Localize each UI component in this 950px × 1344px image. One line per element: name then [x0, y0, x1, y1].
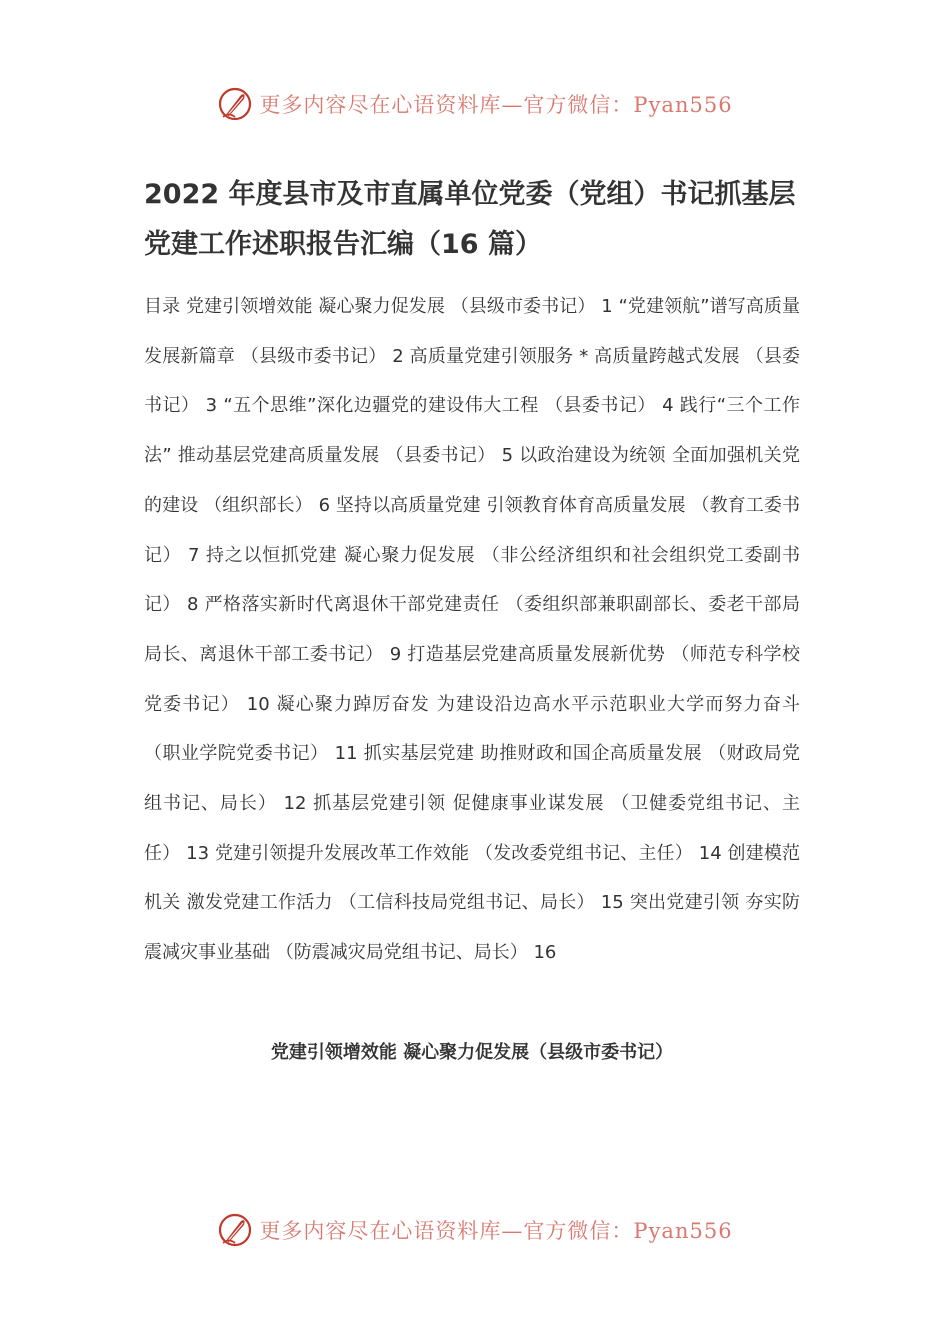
- watermark-text: 更多内容尽在心语资料库—官方微信：Pyan556: [259, 93, 733, 117]
- header-watermark: [0, 80, 950, 128]
- table-of-contents: 目录 党建引领增效能 凝心聚力促发展 （县级市委书记） 1 “党建领航”谱写高质量发展新篇章 （县级市委书记） 2 高质量党建引领服务 * 高质量跨越式发展 （县委书记） 3 “五个思维”深化边疆党的建设伟大工程 （县委书记） 4 践行“三个工作法” 推动基层党建高质量发展 （县委书记） 5 以政治建设为统领 全面加强机关党的建设 （组织部长） 6 坚持以高质量党建 引领教育体育高质量发展 （教育工委书记） 7 持之以恒抓党建 凝心聚力促发展 （非公经济组织和社会组织党工委副书记） 8 严格落实新时代离退休干部党建责任 （委组织部兼职副部长、委老干部局局长、离退休干部工委书记） 9 打造基层党建高质量发展新优势 （师范专科学校党委书记） 10 凝心聚力踔厉奋发 为建设沿边高水平示范职业大学而努力奋斗 （职业学院党委书记） 11 抓实基层党建 助推财政和国企高质量发展 （财政局党组书记、局长） 12 抓基层党建引领 促健康事业谋发展 （卫健委党组书记、主任） 13 党建引领提升发展改革工作效能 （发改委党组书记、主任） 14 创建模范机关 激发党建工作活力 （工信科技局党组书记、局长） 15 突出党建引领 夯实防震减灾事业基础 （防震减灾局党组书记、局长） 16: [144, 296, 800, 964]
- document-title: 2022 年度县市及市直属单位党委（党组）书记抓基层党建工作述职报告汇编（16 篇）: [144, 179, 796, 260]
- watermark-text: 更多内容尽在心语资料库—官方微信：Pyan556: [259, 1219, 733, 1243]
- quill-pen-icon: [217, 1212, 253, 1248]
- quill-pen-icon: [217, 86, 253, 122]
- footer-watermark: [0, 1206, 950, 1254]
- section-heading: 党建引领增效能 凝心聚力促发展（县级市委书记）: [270, 1042, 674, 1063]
